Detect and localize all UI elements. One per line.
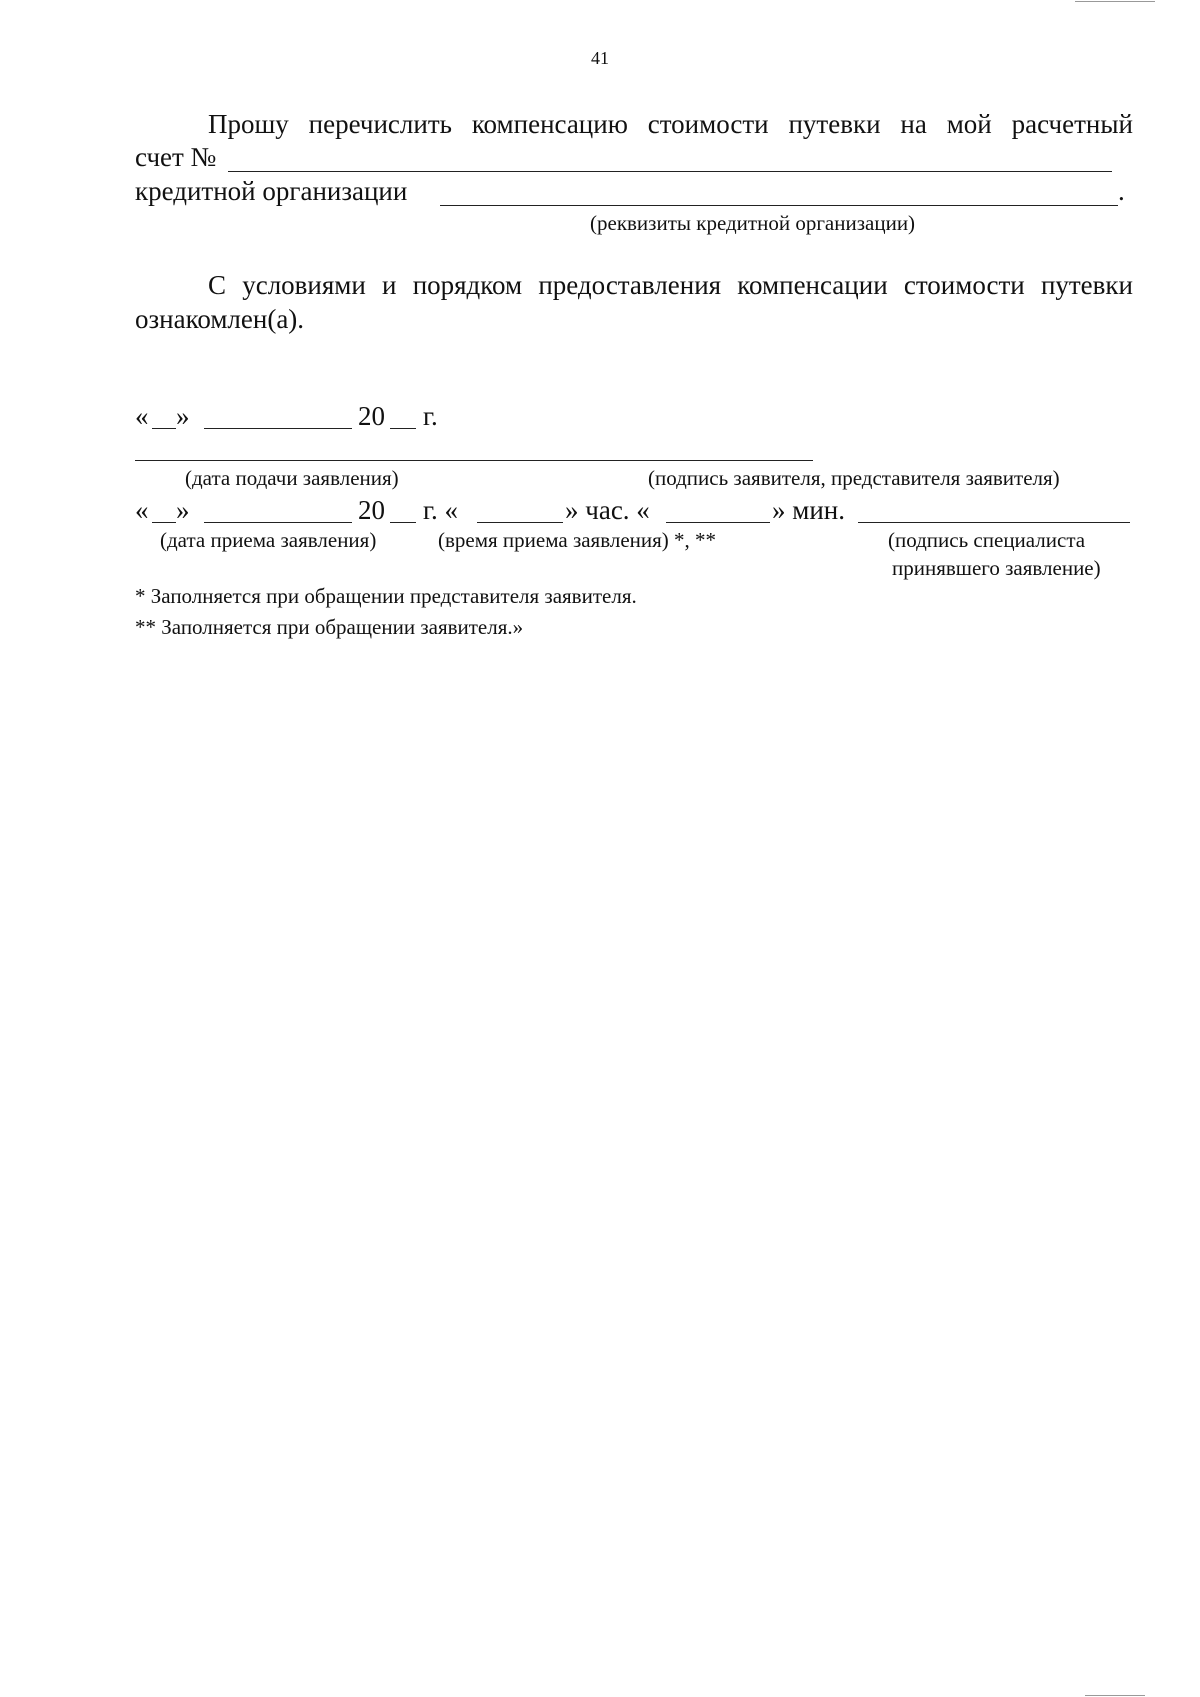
- reception-month-field[interactable]: [204, 522, 352, 523]
- reception-hours-field[interactable]: [477, 522, 563, 523]
- footnote-applicant: ** Заполняется при обращении заявителя.»: [135, 615, 524, 639]
- request-word: мой: [946, 109, 992, 139]
- reception-year-field[interactable]: [390, 522, 416, 523]
- request-word: путевки: [788, 109, 881, 139]
- request-word: Прошу: [208, 109, 289, 139]
- acknowledgement-line-2: ознакомлен(а).: [135, 304, 305, 334]
- request-line-1: [208, 108, 1133, 140]
- footnote-representative: * Заполняется при обращении представителя заявителя.: [135, 584, 637, 608]
- submission-year-prefix: 20: [358, 401, 385, 431]
- account-number-field[interactable]: [228, 171, 1112, 172]
- reception-year-suffix: г. «: [423, 495, 459, 525]
- acknowledgement-line-1: [208, 269, 1133, 301]
- request-word: расчетный: [1011, 109, 1133, 139]
- submission-year-field[interactable]: [390, 428, 416, 429]
- submission-signature-caption: (подпись заявителя, представителя заявителя): [648, 466, 1060, 490]
- ack-word: путевки: [1040, 270, 1133, 300]
- ack-word: предоставления: [538, 270, 722, 300]
- reception-hours-suffix: » час. «: [565, 495, 650, 525]
- ack-word: и: [382, 270, 397, 300]
- reception-specialist-signature-field[interactable]: [858, 522, 1130, 523]
- submission-close-quote: »: [176, 401, 190, 431]
- reception-minutes-suffix: » мин.: [772, 495, 845, 525]
- ack-word: порядком: [412, 270, 523, 300]
- page-number: 41: [591, 48, 609, 68]
- request-word: перечислить: [308, 109, 452, 139]
- bank-caption: (реквизиты кредитной организации): [590, 211, 916, 235]
- submission-open-quote: «: [135, 401, 149, 431]
- submission-date-caption: (дата подачи заявления): [185, 466, 399, 490]
- submission-month-field[interactable]: [204, 428, 352, 429]
- request-word: на: [900, 109, 927, 139]
- request-word: стоимости: [647, 109, 769, 139]
- reception-date-caption: (дата приема заявления): [160, 528, 377, 552]
- bank-label: кредитной организации: [135, 176, 408, 206]
- reception-day-field[interactable]: [152, 522, 176, 523]
- bank-period: .: [1118, 176, 1125, 206]
- ack-word: стоимости: [903, 270, 1025, 300]
- specialist-caption-line-1: (подпись специалиста: [888, 528, 1086, 552]
- reception-minutes-field[interactable]: [666, 522, 770, 523]
- scan-artifact: [1085, 1695, 1145, 1696]
- account-label: счет №: [135, 142, 217, 172]
- request-word: компенсацию: [471, 109, 628, 139]
- reception-time-caption: (время приема заявления) *, **: [438, 528, 717, 552]
- ack-word: компенсации: [737, 270, 888, 300]
- reception-open-quote: «: [135, 495, 149, 525]
- submission-signature-field[interactable]: [135, 460, 813, 461]
- bank-details-field[interactable]: [440, 205, 1118, 206]
- scan-artifact: [1075, 1, 1155, 2]
- reception-close-quote: »: [176, 495, 190, 525]
- reception-year-prefix: 20: [358, 495, 385, 525]
- specialist-caption-line-2: принявшего заявление): [892, 556, 1101, 580]
- submission-year-suffix: г.: [423, 401, 438, 431]
- ack-word: условиями: [242, 270, 366, 300]
- ack-word: С: [208, 270, 227, 300]
- submission-day-field[interactable]: [152, 428, 176, 429]
